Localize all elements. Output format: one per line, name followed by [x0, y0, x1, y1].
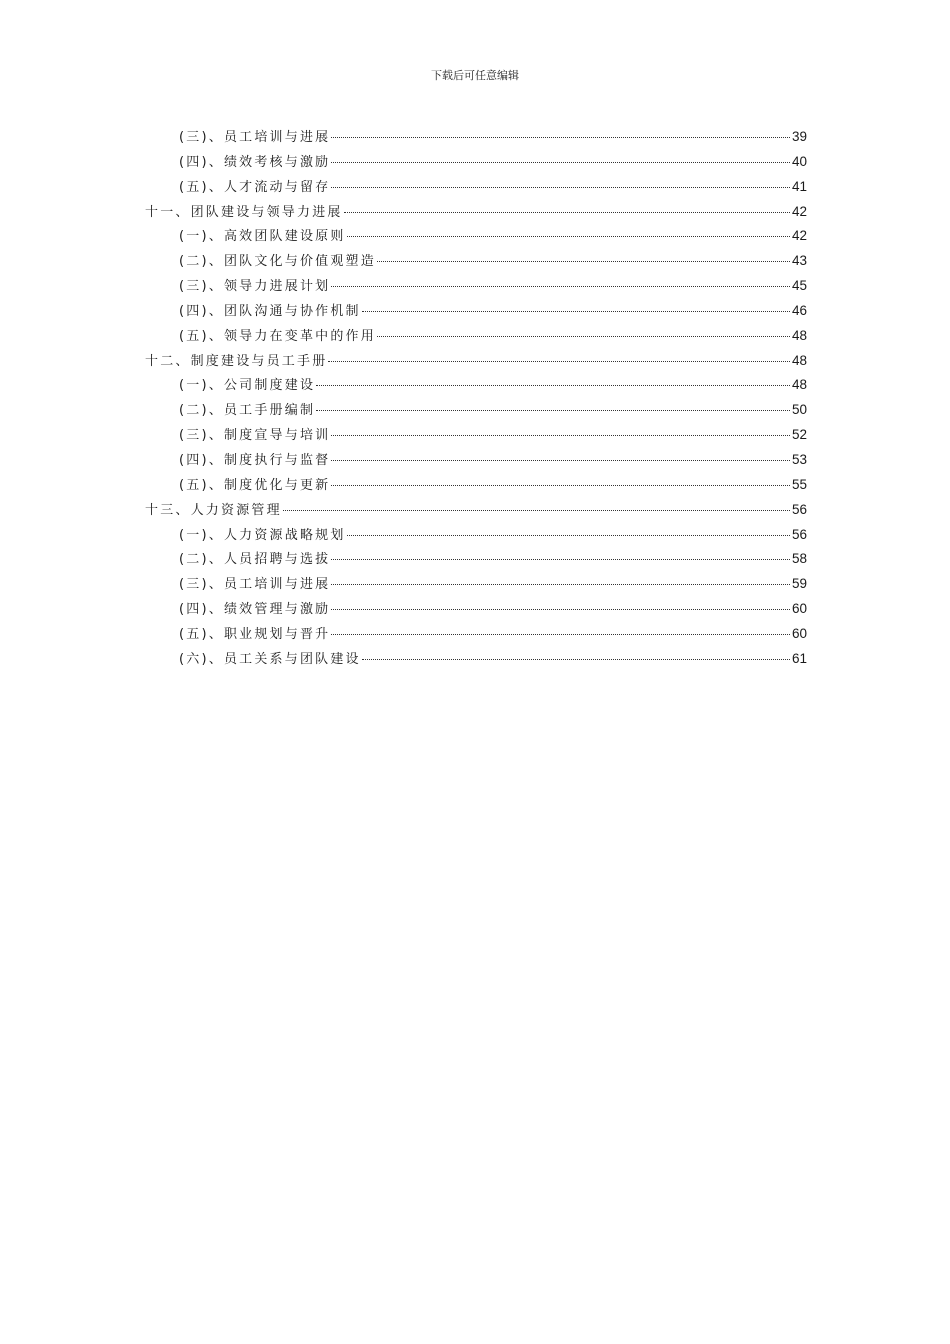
toc-entry-title: (四)、绩效管理与激励: [179, 602, 331, 618]
toc-entry[interactable]: [145, 598, 807, 623]
toc-page-number: 41: [791, 178, 807, 194]
toc-entry[interactable]: [145, 399, 807, 424]
toc-page-number: 56: [791, 526, 807, 542]
toc-dot-leader: [331, 435, 790, 436]
toc-entry[interactable]: [145, 374, 807, 399]
toc-entry[interactable]: [145, 548, 807, 573]
toc-page-number: 48: [791, 377, 807, 393]
toc-page-number: 61: [791, 650, 807, 666]
toc-entry[interactable]: [145, 250, 807, 275]
toc-page-number: 42: [791, 228, 807, 244]
toc-page-number: 39: [791, 129, 807, 144]
toc-entry-title: (四)、制度执行与监督: [179, 452, 331, 468]
toc-page-number: 53: [791, 451, 807, 467]
toc-dot-leader: [362, 659, 790, 660]
toc-dot-leader: [362, 311, 790, 312]
toc-entry[interactable]: [145, 524, 807, 549]
toc-entry-title: 十三、人力资源管理: [145, 502, 282, 518]
toc-page-number: 50: [791, 402, 807, 418]
toc-dot-leader: [283, 510, 790, 511]
toc-entry-title: (二)、团队文化与价值观塑造: [179, 254, 376, 270]
toc-page-number: 42: [791, 203, 807, 219]
toc-page-number: 60: [791, 625, 807, 641]
toc-dot-leader: [331, 187, 790, 188]
toc-entry-title: (五)、人才流动与留存: [179, 179, 331, 195]
toc-dot-leader: [316, 410, 790, 411]
toc-entry-title: (三)、领导力进展计划: [179, 279, 331, 295]
toc-entry-title: (六)、员工关系与团队建设: [179, 651, 361, 667]
header-note: 下载后可任意编辑: [431, 69, 519, 82]
toc-entry-title: (五)、领导力在变革中的作用: [179, 328, 376, 344]
toc-entry[interactable]: [145, 648, 807, 673]
toc-entry[interactable]: [145, 126, 807, 151]
toc-page-number: 40: [791, 153, 807, 169]
toc-page-number: 55: [791, 476, 807, 492]
toc-dot-leader: [328, 361, 790, 362]
toc-entry-title: 十二、制度建设与员工手册: [145, 353, 328, 369]
toc-page-number: 52: [791, 427, 807, 443]
toc-dot-leader: [331, 286, 790, 287]
toc-dot-leader: [331, 559, 790, 560]
toc-dot-leader: [316, 385, 790, 386]
toc-chapter-entry[interactable]: [145, 350, 807, 375]
toc-entry[interactable]: [145, 325, 807, 350]
toc-page-number: 48: [791, 327, 807, 343]
toc-page-number: 46: [791, 302, 807, 318]
toc-entry-title: 十一、团队建设与领导力进展: [145, 204, 343, 220]
toc-entry-title: (一)、公司制度建设: [179, 378, 316, 394]
toc-entry[interactable]: [145, 275, 807, 300]
toc-entry-title: (五)、职业规划与晋升: [179, 626, 331, 642]
toc-entry[interactable]: [145, 176, 807, 201]
toc-dot-leader: [331, 634, 790, 635]
toc-entry[interactable]: [145, 151, 807, 176]
toc-entry[interactable]: [145, 300, 807, 325]
toc-dot-leader: [347, 535, 790, 536]
toc-entry[interactable]: [145, 424, 807, 449]
toc-dot-leader: [331, 609, 790, 610]
toc-page-number: 60: [791, 601, 807, 617]
toc-dot-leader: [331, 485, 790, 486]
toc-dot-leader: [331, 584, 790, 585]
toc-chapter-entry[interactable]: [145, 499, 807, 524]
toc-entry[interactable]: [145, 474, 807, 499]
toc-dot-leader: [347, 236, 790, 237]
toc-page-number: 56: [791, 501, 807, 517]
toc-entry-title: (二)、人员招聘与选拔: [179, 552, 331, 568]
toc-entry-title: (四)、团队沟通与协作机制: [179, 303, 361, 319]
toc-entry-title: (五)、制度优化与更新: [179, 477, 331, 493]
toc-entry-title: (四)、绩效考核与激励: [179, 154, 331, 170]
toc-page-number: 43: [791, 253, 807, 269]
toc-dot-leader: [377, 261, 790, 262]
toc-page-number: 58: [791, 551, 807, 567]
toc-page-number: 59: [791, 576, 807, 592]
toc-dot-leader: [331, 460, 790, 461]
toc-entry[interactable]: [145, 449, 807, 474]
toc-page-number: 45: [791, 278, 807, 294]
toc-dot-leader: [377, 336, 790, 337]
toc-entry[interactable]: [145, 623, 807, 648]
toc-entry-title: (一)、人力资源战略规划: [179, 527, 346, 543]
toc-entry[interactable]: [145, 225, 807, 250]
toc-entry-title: (三)、员工培训与进展: [179, 130, 331, 145]
toc-entry-title: (三)、制度宣导与培训: [179, 428, 331, 444]
toc-dot-leader: [344, 212, 790, 213]
toc-page-number: 48: [791, 352, 807, 368]
toc-dot-leader: [331, 137, 790, 138]
toc-chapter-entry[interactable]: [145, 201, 807, 226]
toc-entry-title: (二)、员工手册编制: [179, 403, 316, 419]
toc-dot-leader: [331, 162, 790, 163]
table-of-contents: [145, 126, 807, 673]
toc-entry-title: (三)、员工培训与进展: [179, 577, 331, 593]
toc-entry-title: (一)、高效团队建设原则: [179, 229, 346, 245]
toc-entry[interactable]: [145, 573, 807, 598]
